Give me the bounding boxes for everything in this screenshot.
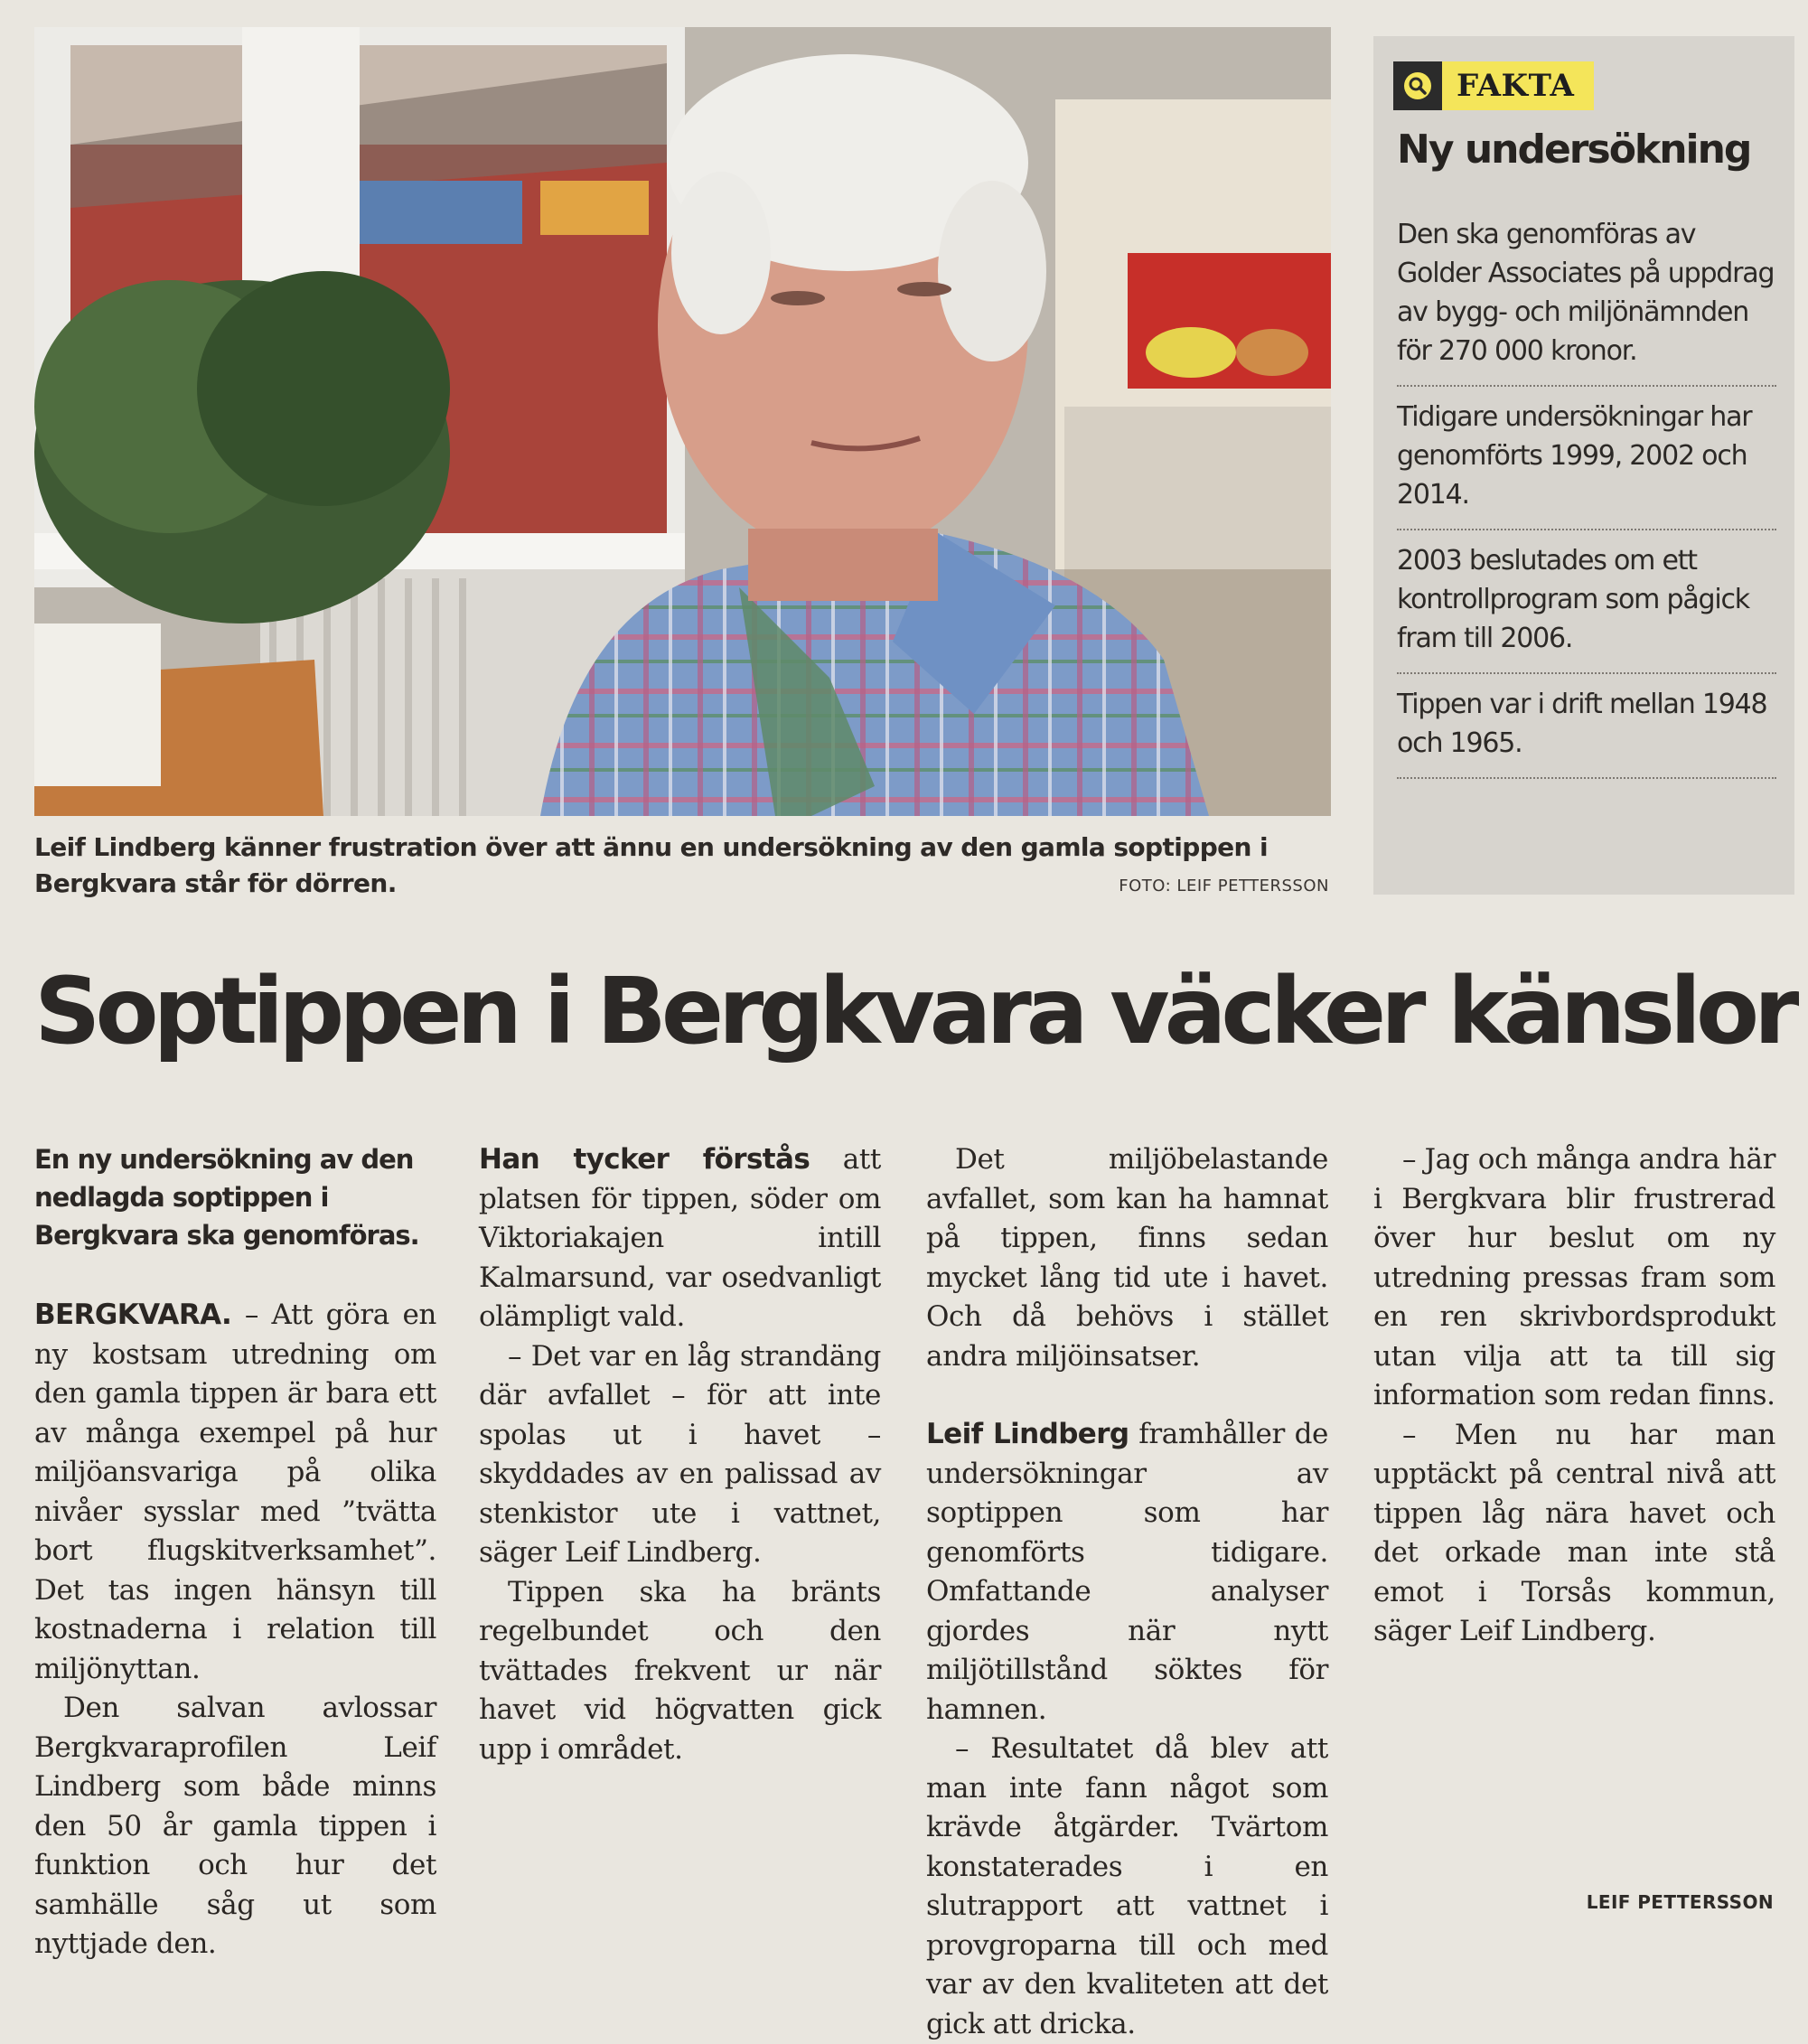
paragraph: – Det var en låg strandäng där avfallet – för att inte spolas ut i havet – skyddades av en palissad av stenkistor ute i vattnet, säger Leif Lindberg. [479, 1339, 881, 1569]
fakta-tag [1393, 61, 1594, 110]
paragraph: – Jag och många andra här i Bergkvara blir frustrerad över hur beslut om ny utredning pressas fram som en ren skrivbordsprodukt utan vilja att ta till sig information som redan finns. [1373, 1143, 1775, 1411]
article-photo [34, 27, 1331, 816]
article-column-4 [1373, 1140, 1775, 1652]
paragraph: Tippen ska ha bränts regelbundet och den tvättades frekvent ur när havet vid högvatten gick upp i området. [479, 1575, 881, 1766]
paragraph: BERGKVARA. – Att göra en ny kostsam utredning om den gamla tippen är bara ett av många exempel på hur miljöansvariga på olika nivåer sysslar med ”tvätta bort flugskitverksamhet”. Det tas ingen hänsyn till kostnaderna i relation till miljönyttan. [34, 1299, 436, 1685]
dateline: BERGKVARA. [34, 1299, 232, 1331]
ingress: En ny undersökning av den nedlagda soptippen i Bergkvara ska genomföras. [34, 1144, 419, 1251]
fakta-box [1373, 36, 1794, 895]
photo-credit: FOTO: LEIF PETTERSSON [1119, 877, 1329, 895]
paragraph: – Resultatet då blev att man inte fann något som krävde åtgärder. Tvärtom konstaterades i en slutrapport att vattnet i provgroparna till och med var av den kvaliteten att det gick att dricka. [926, 1732, 1328, 2040]
byline: LEIF PETTERSSON [1586, 1891, 1774, 1913]
headline: Soptippen i Bergkvara väcker känslor [34, 958, 1794, 1065]
paragraph: – Men nu har man upptäckt på central nivå att tippen låg nära havet och det orkade man inte stå emot i Torsås kommun, säger Leif Lindberg. [1373, 1418, 1775, 1647]
photo-caption: Leif Lindberg känner frustration över att ännu en undersökning av den gamla soptippen i Bergkvara står för dörren. [34, 832, 1269, 898]
fakta-item: Tippen var i drift mellan 1948 och 1965. [1397, 674, 1776, 779]
paragraph: Det miljöbelastande avfallet, som kan ha hamnat på tippen, finns sedan mycket lång tid ute i havet. Och då behövs i stället andra miljöinsatser. [926, 1143, 1328, 1373]
fakta-list [1397, 215, 1776, 779]
leadin: Leif Lindberg [926, 1418, 1129, 1450]
paragraph: Han tycker förstås att platsen för tippen, söder om Viktoriakajen intill Kalmarsund, var osedvanligt olämpligt vald. [479, 1143, 881, 1333]
leadin: Han tycker förstås [479, 1143, 810, 1176]
article-column-1 [34, 1140, 436, 1964]
fakta-item: Den ska genomföras av Golder Associates på uppdrag av bygg- och miljönämnden för 270 000 kronor. [1397, 215, 1776, 387]
paragraph: Den salvan avlossar Bergkvaraprofilen Leif Lindberg som både minns den 50 år gamla tippen i funktion och hur det samhälle såg ut som nyttjade den. [34, 1692, 436, 1960]
fakta-item: Tidigare undersökningar har genomförts 1999, 2002 och 2014. [1397, 387, 1776, 530]
search-icon [1393, 61, 1442, 110]
fakta-title: Ny undersökning [1397, 127, 1751, 173]
article-column-2 [479, 1140, 881, 1769]
fakta-item: 2003 beslutades om ett kontrollprogram som pågick fram till 2006. [1397, 530, 1776, 674]
article-column-3 [926, 1140, 1328, 2044]
fakta-label: FAKTA [1442, 61, 1594, 110]
paragraph: Leif Lindberg framhåller de undersökningar av soptippen som har genomförts tidigare. Omfattande analyser gjordes när nytt miljötillstånd söktes för hamnen. [926, 1418, 1328, 1726]
